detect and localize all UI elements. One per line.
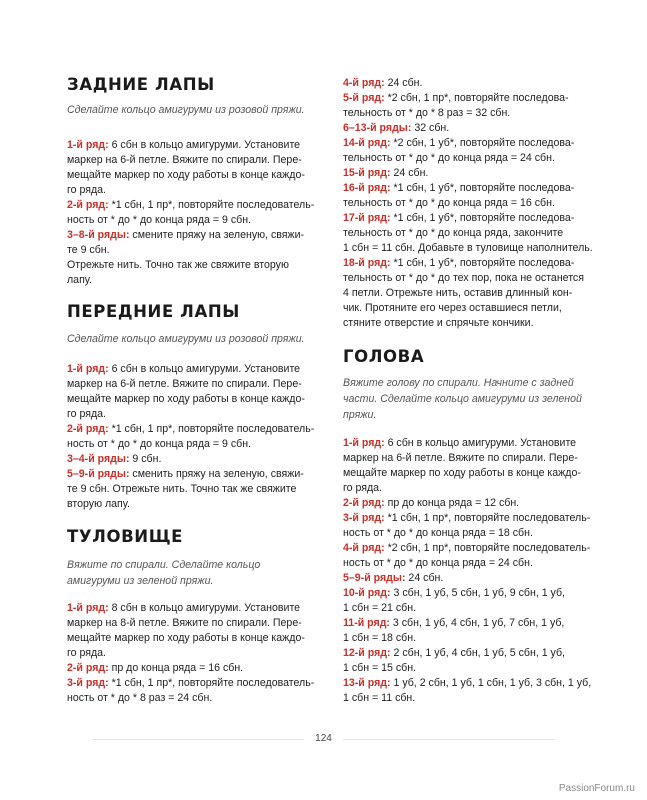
instruction-line xyxy=(343,571,443,586)
row-label: 1-й ряд: xyxy=(67,602,109,614)
instruction-line xyxy=(67,497,130,512)
row-label: 4-й ряд: xyxy=(343,77,385,89)
row-label: 17-й ряд: xyxy=(343,212,391,224)
row-text: *1 сбн, 1 уб*, повторяйте последова- xyxy=(390,257,575,269)
instruction-line xyxy=(343,76,422,91)
row-text: мещайте маркер по ходу работы в конце каждо- xyxy=(67,632,305,644)
instruction-line xyxy=(67,482,296,497)
row-text: го ряда. xyxy=(67,408,106,420)
row-text: мещайте маркер по ходу работы в конце каждо- xyxy=(343,467,581,479)
instruction-line xyxy=(67,153,302,168)
row-text: сменить пряжу на зеленую, свяжи- xyxy=(129,468,304,480)
row-label: 14-й ряд: xyxy=(343,137,391,149)
instruction-line xyxy=(67,213,251,228)
section-note-tulovishche: Вяжите по спирали. Сделайте кольцо амигуруми из зеленой пряжи. xyxy=(67,559,261,587)
section-title-perednie: ПЕРЕДНИЕ ЛАПЫ xyxy=(67,302,240,321)
instruction-line xyxy=(343,466,581,481)
row-text: 6 сбн в кольцо амигуруми. Установите xyxy=(108,139,301,151)
row-label: 2-й ряд: xyxy=(343,497,385,509)
instruction-line xyxy=(67,168,305,183)
instruction-line xyxy=(343,586,565,601)
row-text: тельность от * до * до конца ряда, закончите xyxy=(343,227,564,239)
instruction-line xyxy=(67,601,300,616)
instruction-line xyxy=(343,526,533,541)
row-text: *1 сбн, 1 пр*, повторяйте последователь- xyxy=(384,512,591,524)
instruction-line xyxy=(67,616,302,631)
instruction-line xyxy=(343,241,593,256)
instruction-line xyxy=(67,183,106,198)
row-text: пр до конца ряда = 16 сбн. xyxy=(108,662,244,674)
row-text: *2 сбн, 1 пр*, повторяйте последователь- xyxy=(384,542,591,554)
row-text: ность от * до * до конца ряда = 9 сбн. xyxy=(67,214,252,226)
instruction-line xyxy=(67,691,212,706)
instruction-line xyxy=(67,422,314,437)
instruction-line xyxy=(343,196,555,211)
row-text: маркер на 6-й петле. Вяжите по спирали. Пере- xyxy=(343,452,578,464)
row-label: 3-й ряд: xyxy=(343,512,385,524)
row-text: 24 сбн. xyxy=(384,77,423,89)
instruction-line xyxy=(343,631,416,646)
instruction-line xyxy=(343,106,510,121)
row-label: 5–9-й ряды: xyxy=(67,468,130,480)
row-text: тельность от * до * до тех пор, пока не останется xyxy=(343,272,584,284)
row-label: 13-й ряд: xyxy=(343,677,391,689)
row-text: 1 сбн = 18 сбн. xyxy=(343,632,417,644)
row-label: 2-й ряд: xyxy=(67,423,109,435)
row-text: 3 сбн, 1 уб, 5 сбн, 1 уб, 9 сбн, 1 уб, xyxy=(390,587,565,599)
instruction-line xyxy=(67,646,106,661)
row-text: *1 сбн, 1 пр*, повторяйте последователь- xyxy=(108,423,315,435)
instruction-line xyxy=(343,316,534,331)
instruction-line xyxy=(67,377,302,392)
row-text: *2 сбн, 1 уб*, повторяйте последова- xyxy=(390,137,575,149)
row-label: 2-й ряд: xyxy=(67,662,109,674)
instruction-line xyxy=(343,481,382,496)
row-text: *1 сбн, 1 уб*, повторяйте последова- xyxy=(390,182,575,194)
row-label: 6–13-й ряды: xyxy=(343,122,412,134)
row-text: *1 сбн, 1 пр*, повторяйте последователь- xyxy=(108,199,315,211)
instruction-line xyxy=(67,467,304,482)
row-text: маркер на 6-й петле. Вяжите по спирали. Пере- xyxy=(67,378,302,390)
instruction-line xyxy=(67,407,106,422)
row-text: 1 сбн = 21 сбн. xyxy=(343,602,417,614)
row-text: тельность от * до * до конца ряда = 16 сбн. xyxy=(343,197,555,209)
instruction-line xyxy=(343,661,416,676)
instruction-line xyxy=(343,256,574,271)
row-text: *1 сбн, 1 уб*, повторяйте последова- xyxy=(390,212,575,224)
page-number: 124 xyxy=(315,733,332,744)
row-text: 6 сбн в кольцо амигуруми. Установите xyxy=(384,437,577,449)
instruction-line xyxy=(343,496,519,511)
row-label: 3–4-й ряды: xyxy=(67,453,130,465)
row-text: го ряда. xyxy=(67,647,106,659)
row-text: мещайте маркер по ходу работы в конце каждо- xyxy=(67,169,305,181)
row-text: 9 сбн. xyxy=(129,453,162,465)
instruction-line xyxy=(343,136,574,151)
row-text: 3 сбн, 1 уб, 4 сбн, 1 уб, 7 сбн, 1 уб, xyxy=(389,617,565,629)
instruction-line xyxy=(343,511,590,526)
instruction-line xyxy=(67,676,314,691)
row-label: 10-й ряд: xyxy=(343,587,391,599)
row-text: маркер на 8-й петле. Вяжите по спирали. Пере- xyxy=(67,617,302,629)
row-label: 1-й ряд: xyxy=(67,363,109,375)
row-text: ность от * до * до конца ряда = 18 сбн. xyxy=(343,527,533,539)
instruction-line xyxy=(67,631,305,646)
row-label: 11-й ряд: xyxy=(343,617,390,629)
instruction-line xyxy=(343,166,428,181)
row-label: 5–9-й ряды: xyxy=(343,572,406,584)
instruction-line xyxy=(343,676,591,691)
row-text: 1 уб, 2 сбн, 1 уб, 1 сбн, 1 уб, 3 сбн, 1 уб, xyxy=(390,677,592,689)
instruction-line xyxy=(343,601,416,616)
row-text: 6 сбн в кольцо амигуруми. Установите xyxy=(108,363,301,375)
instruction-line xyxy=(343,541,590,556)
row-text: тельность от * до * 8 раз = 32 сбн. xyxy=(343,107,511,119)
instruction-line xyxy=(67,392,305,407)
row-text: 2 сбн, 1 уб, 4 сбн, 1 уб, 5 сбн, 1 уб, xyxy=(390,647,565,659)
instruction-line xyxy=(67,273,92,288)
row-text: 24 сбн. xyxy=(390,167,429,179)
instruction-line xyxy=(343,121,449,136)
row-text: стяните отверстие и спрячьте кончики. xyxy=(343,317,534,329)
row-label: 1-й ряд: xyxy=(67,139,109,151)
row-text: смените пряжу на зеленую, свяжи- xyxy=(129,229,305,241)
row-text: те 9 сбн. xyxy=(67,244,110,256)
row-text: *1 сбн, 1 пр*, повторяйте последователь- xyxy=(108,677,315,689)
instruction-line xyxy=(343,181,574,196)
instruction-line xyxy=(343,436,576,451)
row-text: мещайте маркер по ходу работы в конце каждо- xyxy=(67,393,305,405)
row-label: 4-й ряд: xyxy=(343,542,385,554)
row-text: тельность от * до * до конца ряда = 24 сбн. xyxy=(343,152,555,164)
row-text: ность от * до * до конца ряда = 9 сбн. xyxy=(67,438,252,450)
row-text: маркер на 6-й петле. Вяжите по спирали. Пере- xyxy=(67,154,302,166)
instruction-line xyxy=(343,301,562,316)
instruction-line xyxy=(343,151,555,166)
row-label: 2-й ряд: xyxy=(67,199,109,211)
instruction-line xyxy=(343,271,584,286)
watermark: PassionForum.ru xyxy=(558,783,635,794)
row-text: лапу. xyxy=(67,274,92,286)
section-note-golova: Вяжите голову по спирали. Начните с задней части. Сделайте кольцо амигуруми из зеленой пряжи. xyxy=(343,377,582,421)
instruction-line xyxy=(67,437,251,452)
row-text: го ряда. xyxy=(343,482,382,494)
section-title-golova: ГОЛОВА xyxy=(343,347,425,366)
row-text: 1 сбн = 11 сбн. Добавьте в туловище наполнитель. xyxy=(343,242,593,254)
instruction-line xyxy=(67,258,289,273)
row-text: 24 сбн. xyxy=(405,572,444,584)
row-label: 3–8-й ряды: xyxy=(67,229,130,241)
row-text: 1 сбн = 15 сбн. xyxy=(343,662,417,674)
instruction-line xyxy=(343,211,574,226)
row-text: ность от * до * 8 раз = 24 сбн. xyxy=(67,692,213,704)
instruction-line xyxy=(67,362,300,377)
instruction-line xyxy=(343,286,572,301)
instruction-line xyxy=(343,616,564,631)
instruction-line xyxy=(343,556,533,571)
section-title-tulovishche: ТУЛОВИЩЕ xyxy=(67,527,184,546)
row-label: 12-й ряд: xyxy=(343,647,391,659)
row-label: 15-й ряд: xyxy=(343,167,391,179)
instruction-line xyxy=(67,661,243,676)
row-text: 32 сбн. xyxy=(411,122,450,134)
instruction-line xyxy=(343,91,569,106)
row-label: 16-й ряд: xyxy=(343,182,391,194)
instruction-line xyxy=(343,691,415,706)
row-text: чик. Протяните его через оставшиеся петли, xyxy=(343,302,562,314)
section-title-zadnie: ЗАДНИЕ ЛАПЫ xyxy=(67,75,215,94)
row-text: *2 сбн, 1 пр*, повторяйте последова- xyxy=(384,92,569,104)
row-text: го ряда. xyxy=(67,184,106,196)
row-label: 18-й ряд: xyxy=(343,257,391,269)
row-text: Отрежьте нить. Точно так же свяжите вторую xyxy=(67,259,289,271)
instruction-line xyxy=(343,226,563,241)
section-note-zadnie: Сделайте кольцо амигуруми из розовой пряжи. xyxy=(67,104,305,116)
instruction-line xyxy=(67,228,304,243)
row-label: 5-й ряд: xyxy=(343,92,385,104)
instruction-line xyxy=(67,452,161,467)
row-text: пр до конца ряда = 12 сбн. xyxy=(384,497,520,509)
instruction-line xyxy=(67,243,110,258)
row-text: 8 сбн в кольцо амигуруми. Установите xyxy=(108,602,301,614)
row-label: 3-й ряд: xyxy=(67,677,109,689)
instruction-line xyxy=(67,138,300,153)
row-text: вторую лапу. xyxy=(67,498,130,510)
instruction-line xyxy=(343,646,565,661)
section-note-perednie: Сделайте кольцо амигуруми из розовой пряжи. xyxy=(67,333,305,345)
instruction-line xyxy=(67,198,314,213)
row-text: 1 сбн = 11 сбн. xyxy=(343,692,416,704)
row-label: 1-й ряд: xyxy=(343,437,385,449)
row-text: 4 петли. Отрежьте нить, оставив длинный кон- xyxy=(343,287,573,299)
row-text: те 9 сбн. Отрежьте нить. Точно так же свяжите xyxy=(67,483,297,495)
instruction-line xyxy=(343,451,578,466)
row-text: ность от * до * до конца ряда = 24 сбн. xyxy=(343,557,533,569)
